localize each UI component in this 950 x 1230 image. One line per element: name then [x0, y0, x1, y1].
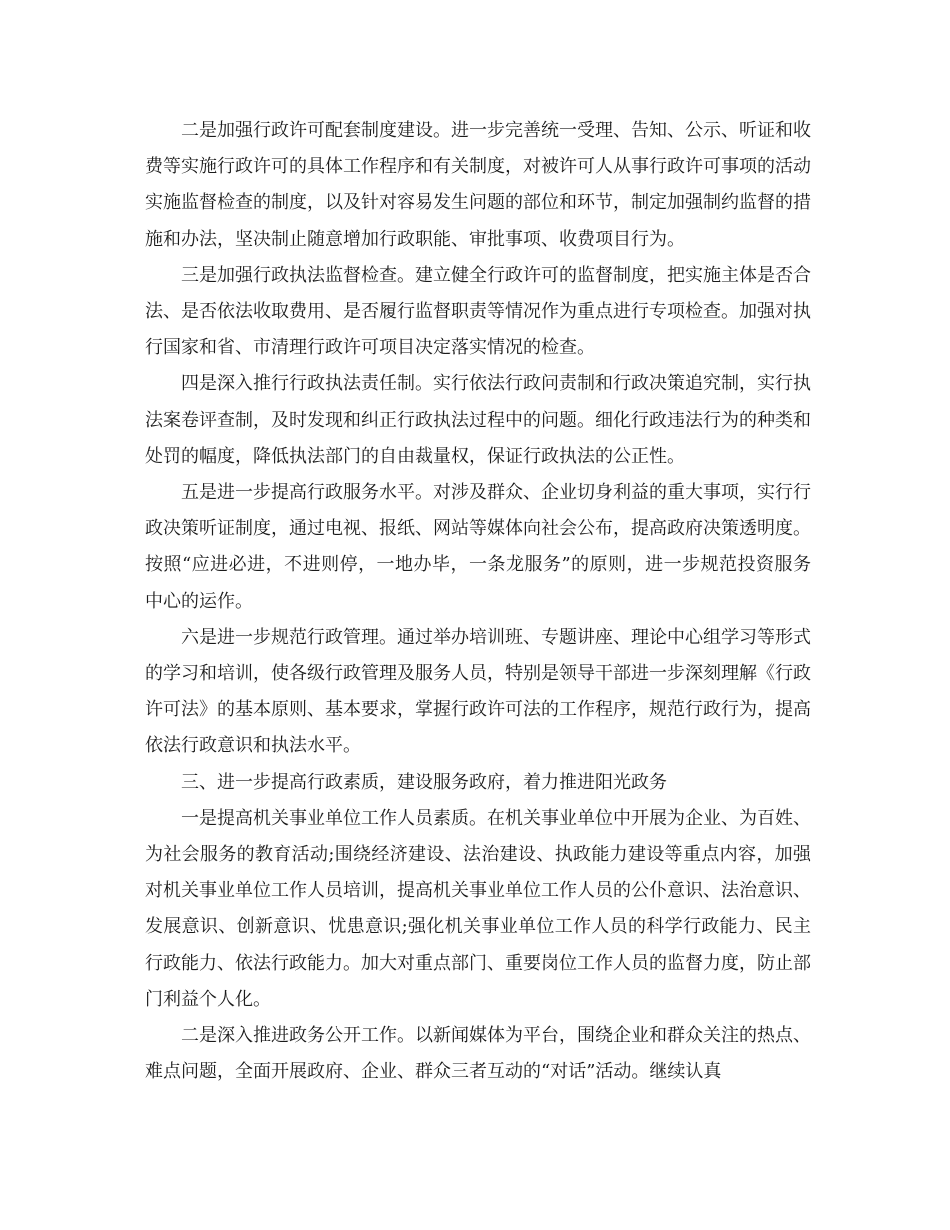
paragraph-7: 二是深入推进政务公开工作。以新闻媒体为平台，围绕企业和群众关注的热点、难点问题，全面开展政府、企业、群众三者互动的“对话”活动。继续认真: [145, 1025, 811, 1083]
paragraph-6: 一是提高机关事业单位工作人员素质。在机关事业单位中开展为企业、为百姓、为社会服务的教育活动;围绕经济建设、法治建设、执政能力建设等重点内容，加强对机关事业单位工作人员培训，提高机关事业单位工作人员的公仆意识、法治意识、发展意识、创新意识、忧患意识;强化机关事业单位工作人员的科学行政能力、民主行政能力、依法行政能力。加大对重点部门、重要岗位工作人员的监督力度，防止部门利益个人化。: [145, 807, 811, 1010]
paragraph-5: 六是进一步规范行政管理。通过举办培训班、专题讲座、理论中心组学习等形式的学习和培训，使各级行政管理及服务人员，特别是领导干部进一步深刻理解《行政许可法》的基本原则、基本要求，掌握行政许可法的工作程序，规范行政行为，提高依法行政意识和执法水平。: [145, 626, 811, 757]
paragraph-1: 二是加强行政许可配套制度建设。进一步完善统一受理、告知、公示、听证和收费等实施行政许可的具体工作程序和有关制度，对被许可人从事行政许可事项的活动实施监督检查的制度，以及针对容易发生问题的部位和环节，制定加强制约监督的措施和办法，坚决制止随意增加行政职能、审批事项、收费项目行为。: [145, 120, 811, 250]
paragraph-2: 三是加强行政执法监督检查。建立健全行政许可的监督制度，把实施主体是否合法、是否依法收取费用、是否履行监督职责等情况作为重点进行专项检查。加强对执行国家和省、市清理行政许可项目决定落实情况的检查。: [145, 264, 811, 359]
paragraph-4: 五是进一步提高行政服务水平。对涉及群众、企业切身利益的重大事项，实行行政决策听证制度，通过电视、报纸、网站等媒体向社会公布，提高政府决策透明度。按照“应进必进，不进则停，一地办毕，一条龙服务”的原则，进一步规范投资服务中心的运作。: [145, 482, 811, 612]
section-heading: 三、进一步提高行政素质，建设服务政府，着力推进阳光政务: [181, 771, 667, 793]
paragraph-3: 四是深入推行行政执法责任制。实行依法行政问责制和行政决策追究制，实行执法案卷评查制，及时发现和纠正行政执法过程中的问题。细化行政违法行为的种类和处罚的幅度，降低执法部门的自由裁量权，保证行政执法的公正性。: [145, 373, 811, 467]
document-body: [145, 113, 811, 1090]
